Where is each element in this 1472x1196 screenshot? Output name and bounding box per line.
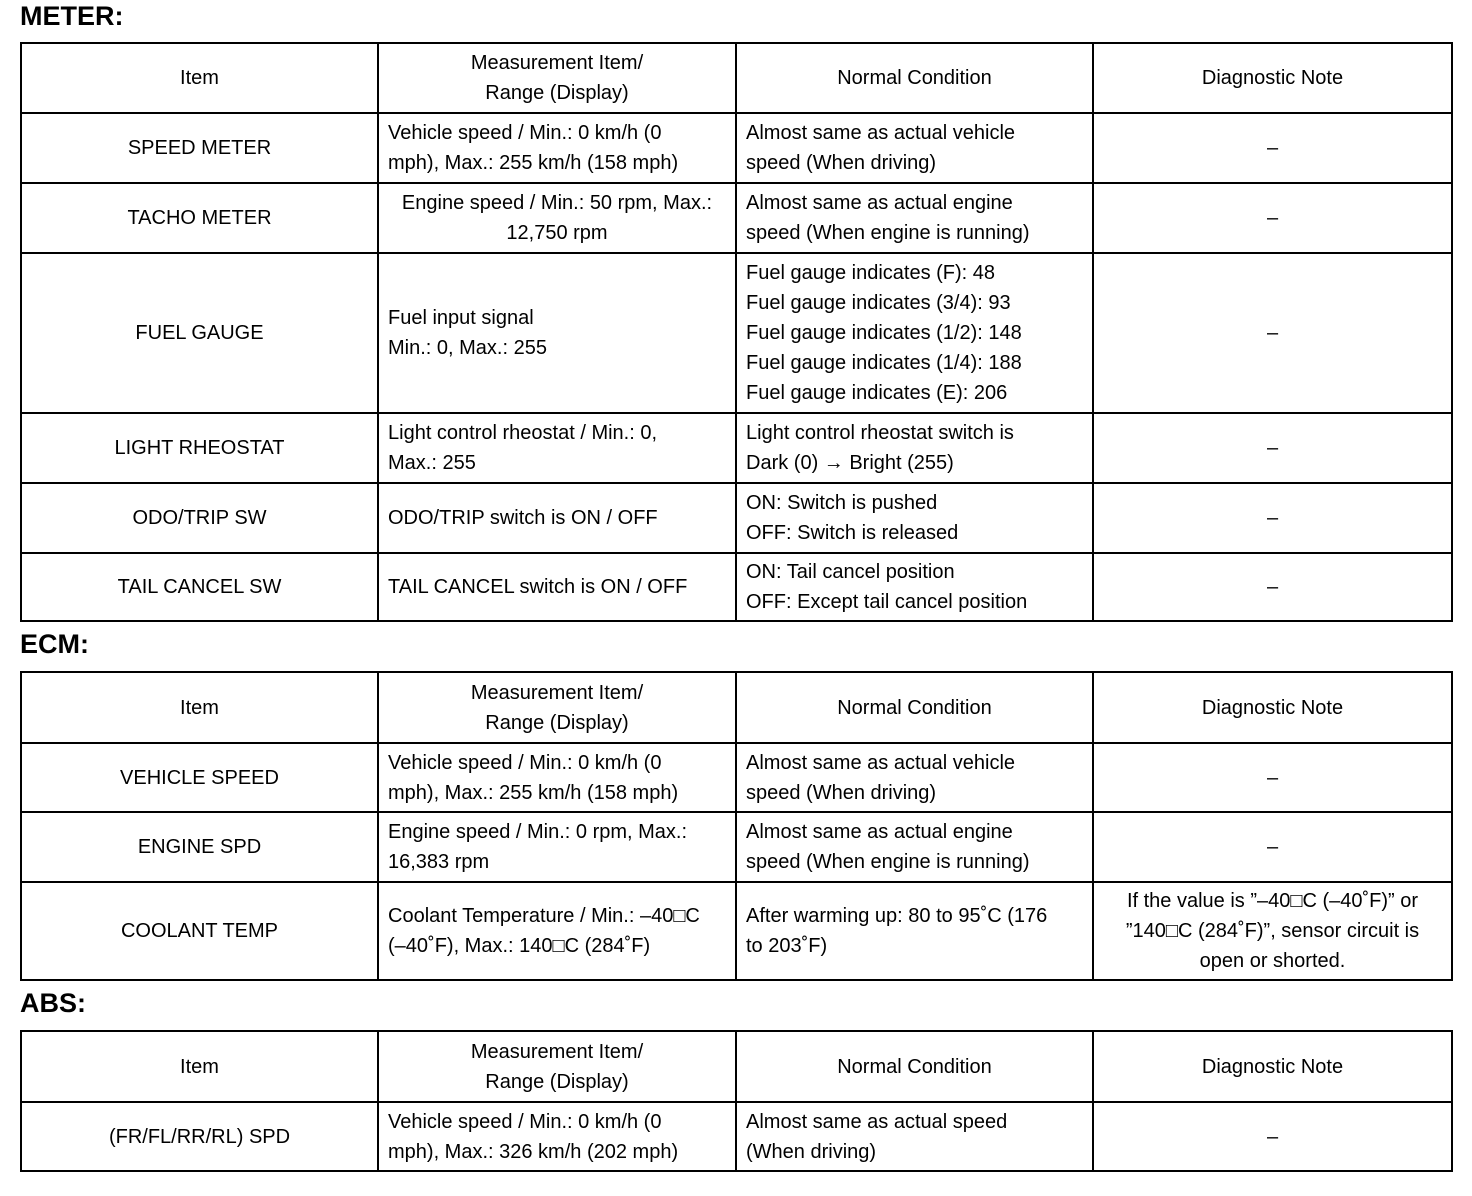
header-diagnostic-note: Diagnostic Note xyxy=(1093,672,1452,743)
condition-line: Fuel gauge indicates (3/4): 93 xyxy=(746,292,1011,314)
table-row xyxy=(21,812,1452,882)
condition-line: Almost same as actual vehicle xyxy=(746,751,1016,774)
item-cell: TACHO METER xyxy=(21,183,378,253)
condition-cell xyxy=(736,483,1093,553)
condition-cell xyxy=(736,553,1093,621)
item-cell: LIGHT RHEOSTAT xyxy=(21,413,378,483)
note-cell: – xyxy=(1093,183,1452,253)
condition-line: Almost same as actual vehicle xyxy=(746,122,1016,144)
range-line: Engine speed / Min.: 0 rpm, Max.: xyxy=(388,821,688,843)
note-cell: – xyxy=(1093,743,1452,812)
section-title-ecm: ECM: xyxy=(20,629,89,659)
range-cell xyxy=(378,553,736,621)
condition-line: ON: Tail cancel position xyxy=(746,561,955,583)
range-cell xyxy=(378,413,736,483)
header-range-line: Range (Display) xyxy=(485,1070,629,1093)
condition-line: OFF: Except tail cancel position xyxy=(746,591,1028,613)
range-line: Vehicle speed / Min.: 0 km/h (0 xyxy=(388,751,662,774)
table-row xyxy=(21,413,1452,483)
table-row xyxy=(21,743,1452,812)
abs-table xyxy=(20,1030,1453,1172)
condition-cell xyxy=(736,113,1093,183)
table-header-row xyxy=(21,43,1452,113)
range-line: (–40˚F), Max.: 140□C (284˚F) xyxy=(388,935,651,957)
header-range-line: Range (Display) xyxy=(485,82,629,104)
header-diagnostic-note: Diagnostic Note xyxy=(1093,1031,1452,1102)
note-cell xyxy=(1093,882,1452,980)
note-cell: – xyxy=(1093,483,1452,553)
section-title-abs: ABS: xyxy=(20,988,86,1018)
range-line: Min.: 0, Max.: 255 xyxy=(388,337,547,359)
meter-table xyxy=(20,42,1453,622)
table-row xyxy=(21,882,1452,980)
header-normal-condition: Normal Condition xyxy=(736,1031,1093,1102)
range-line: Coolant Temperature / Min.: –40□C xyxy=(388,905,700,927)
table-row xyxy=(21,113,1452,183)
range-line: mph), Max.: 326 km/h (202 mph) xyxy=(388,1140,679,1163)
range-line: Light control rheostat / Min.: 0, xyxy=(388,422,658,444)
condition-line: Light control rheostat switch is xyxy=(746,422,1014,444)
condition-line: speed (When engine is running) xyxy=(746,222,1030,244)
condition-line: to 203˚F) xyxy=(746,935,828,957)
condition-cell xyxy=(736,1102,1093,1171)
range-cell xyxy=(378,253,736,413)
condition-line: Almost same as actual engine xyxy=(746,192,1013,214)
table-header-row xyxy=(21,1031,1452,1102)
condition-line: Fuel gauge indicates (1/2): 148 xyxy=(746,322,1022,344)
range-line: 12,750 rpm xyxy=(506,222,608,244)
table-row xyxy=(21,483,1452,553)
item-cell: ENGINE SPD xyxy=(21,812,378,882)
note-cell: – xyxy=(1093,812,1452,882)
note-cell: – xyxy=(1093,553,1452,621)
condition-cell xyxy=(736,882,1093,980)
range-line: Fuel input signal xyxy=(388,307,534,329)
range-cell xyxy=(378,183,736,253)
table-row xyxy=(21,1102,1452,1171)
header-range-line: Range (Display) xyxy=(485,711,629,734)
condition-line: Almost same as actual engine xyxy=(746,821,1013,843)
range-cell xyxy=(378,113,736,183)
range-line: ODO/TRIP switch is ON / OFF xyxy=(388,507,658,529)
range-cell xyxy=(378,1102,736,1171)
item-cell: COOLANT TEMP xyxy=(21,882,378,980)
condition-line: Fuel gauge indicates (F): 48 xyxy=(746,262,996,284)
header-normal-condition: Normal Condition xyxy=(736,43,1093,113)
item-cell: SPEED METER xyxy=(21,113,378,183)
item-cell: (FR/FL/RR/RL) SPD xyxy=(21,1102,378,1171)
header-measurement-range xyxy=(378,672,736,743)
note-cell: – xyxy=(1093,413,1452,483)
header-item: Item xyxy=(21,43,378,113)
condition-line: Fuel gauge indicates (1/4): 188 xyxy=(746,352,1022,374)
header-range-line: Measurement Item/ xyxy=(470,1040,644,1063)
header-item: Item xyxy=(21,1031,378,1102)
item-cell: FUEL GAUGE xyxy=(21,253,378,413)
condition-cell xyxy=(736,253,1093,413)
header-measurement-range xyxy=(378,1031,736,1102)
table-row xyxy=(21,183,1452,253)
range-line: Max.: 255 xyxy=(388,452,476,474)
condition-cell xyxy=(736,183,1093,253)
note-cell: – xyxy=(1093,253,1452,413)
header-item: Item xyxy=(21,672,378,743)
range-cell xyxy=(378,882,736,980)
note-cell: – xyxy=(1093,113,1452,183)
condition-cell xyxy=(736,812,1093,882)
range-cell xyxy=(378,812,736,882)
condition-line: speed (When driving) xyxy=(746,781,937,804)
range-line: Engine speed / Min.: 50 rpm, Max.: xyxy=(401,192,713,214)
condition-cell xyxy=(736,743,1093,812)
range-line: mph), Max.: 255 km/h (158 mph) xyxy=(388,781,679,804)
header-range-line: Measurement Item/ xyxy=(470,681,644,704)
note-cell: – xyxy=(1093,1102,1452,1171)
note-line: open or shorted. xyxy=(1199,950,1346,972)
condition-cell xyxy=(736,413,1093,483)
ecm-table xyxy=(20,671,1453,981)
condition-line: Dark (0) → Bright (255) xyxy=(746,452,954,474)
condition-line: After warming up: 80 to 95˚C (176 xyxy=(746,905,1048,927)
item-cell: ODO/TRIP SW xyxy=(21,483,378,553)
condition-line: OFF: Switch is released xyxy=(746,522,959,544)
range-line: Vehicle speed / Min.: 0 km/h (0 xyxy=(388,1110,662,1133)
table-header-row xyxy=(21,672,1452,743)
item-cell: TAIL CANCEL SW xyxy=(21,553,378,621)
range-line: mph), Max.: 255 km/h (158 mph) xyxy=(388,152,679,174)
header-diagnostic-note: Diagnostic Note xyxy=(1093,43,1452,113)
header-measurement-range xyxy=(378,43,736,113)
section-title-meter: METER: xyxy=(20,1,124,31)
condition-line: speed (When driving) xyxy=(746,152,937,174)
condition-line: ON: Switch is pushed xyxy=(746,492,938,514)
condition-line: Almost same as actual speed xyxy=(746,1110,1008,1133)
note-line: If the value is ”–40□C (–40˚F)” or xyxy=(1126,890,1419,912)
condition-line: (When driving) xyxy=(746,1140,877,1163)
header-range-line: Measurement Item/ xyxy=(470,52,644,74)
note-line: ”140□C (284˚F)”, sensor circuit is xyxy=(1125,920,1420,942)
condition-line: Fuel gauge indicates (E): 206 xyxy=(746,382,1008,404)
range-cell xyxy=(378,743,736,812)
range-line: Vehicle speed / Min.: 0 km/h (0 xyxy=(388,122,662,144)
range-line: 16,383 rpm xyxy=(388,851,490,873)
header-normal-condition: Normal Condition xyxy=(736,672,1093,743)
condition-line: speed (When engine is running) xyxy=(746,851,1030,873)
item-cell: VEHICLE SPEED xyxy=(21,743,378,812)
range-cell xyxy=(378,483,736,553)
range-line: TAIL CANCEL switch is ON / OFF xyxy=(388,576,688,598)
table-row xyxy=(21,553,1452,621)
table-row xyxy=(21,253,1452,413)
